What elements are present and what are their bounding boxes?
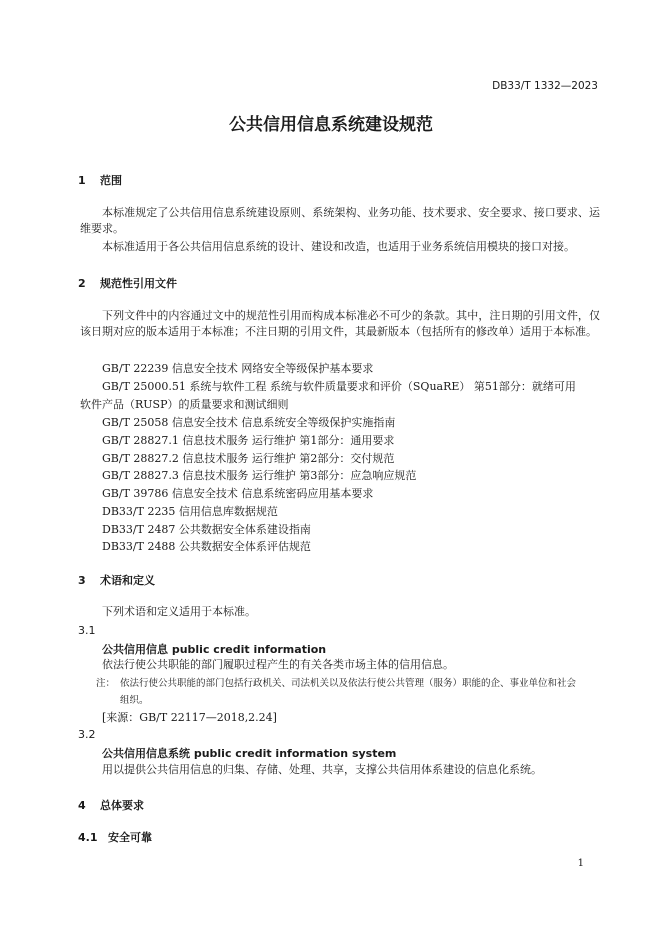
reference-item: GB/T 22239 信息安全技术 网络安全等级保护基本要求 [102,362,374,375]
page-number: 1 [577,858,584,869]
note-label: 注： [96,678,116,689]
term-title: 公共信用信息 public credit information [102,643,327,656]
section-number: 3 [78,574,86,587]
reference-item: DB33/T 2235 信用信息库数据规范 [102,505,278,518]
section-1-heading [78,172,122,188]
term-number: 3.2 [78,728,96,741]
document-title: 公共信用信息系统建设规范 [229,115,433,135]
reference-item: GB/T 28827.2 信息技术服务 运行维护 第2部分：交付规范 [102,452,395,465]
section-1-paragraph-2: 本标准适用于各公共信用信息系统的设计、建设和改造，也适用于业务系统信用模块的接口对接。 [102,240,575,253]
reference-item: GB/T 28827.3 信息技术服务 运行维护 第3部分：应急响应规范 [102,469,417,482]
section-title: 术语和定义 [100,574,155,587]
section-4-heading [78,797,144,813]
section-title: 规范性引用文件 [100,277,177,290]
section-title: 总体要求 [100,799,144,812]
section-number: 4 [78,799,86,812]
term-source: [来源：GB/T 22117—2018,2.24] [102,711,277,724]
subsection-title: 安全可靠 [108,831,152,844]
section-number: 2 [78,277,86,290]
subsection-4-1-heading [78,829,152,845]
term-number: 3.1 [78,624,96,637]
reference-item: DB33/T 2488 公共数据安全体系评估规范 [102,540,311,553]
standard-code: DB33/T 1332—2023 [492,80,598,92]
reference-item: GB/T 25058 信息安全技术 信息系统安全等级保护实施指南 [102,416,396,429]
section-3-intro: 下列术语和定义适用于本标准。 [102,605,256,618]
section-2-heading [78,275,177,291]
section-3-heading [78,572,155,588]
reference-item: GB/T 28827.1 信息技术服务 运行维护 第1部分：通用要求 [102,434,395,447]
note-text: 依法行使公共职能的部门包括行政机关、司法机关以及依法行使公共管理（服务）职能的企、事业单位和社会 [120,678,577,689]
term-definition: 用以提供公共信用信息的归集、存储、处理、共享，支撑公共信用体系建设的信息化系统。 [102,763,542,776]
reference-item: GB/T 39786 信息安全技术 信息系统密码应用基本要求 [102,487,374,500]
reference-item-continuation: 软件产品（RUSP）的质量要求和测试细则 [80,398,289,411]
subsection-number: 4.1 [78,831,98,844]
reference-item: DB33/T 2487 公共数据安全体系建设指南 [102,523,311,536]
reference-item: GB/T 25000.51 系统与软件工程 系统与软件质量要求和评价（SQuaRE） 第51部分：就绪可用 [102,380,576,393]
note-text-continuation: 组织。 [120,695,149,706]
term-definition: 依法行使公共职能的部门履职过程产生的有关各类市场主体的信用信息。 [102,658,454,671]
section-2-paragraph-1: 下列文件中的内容通过文中的规范性引用而构成本标准必不可少的条款。其中，注日期的引用文件，仅该日期对应的版本适用于本标准；不注日期的引用文件，其最新版本（包括所有的修改单）适用于本标准。 [80,309,600,338]
section-1-paragraph-1: 本标准规定了公共信用信息系统建设原则、系统架构、业务功能、技术要求、安全要求、接口要求、运维要求。 [80,206,600,235]
term-title: 公共信用信息系统 public credit information system [102,747,397,760]
section-number: 1 [78,174,86,187]
section-title: 范围 [100,174,122,187]
